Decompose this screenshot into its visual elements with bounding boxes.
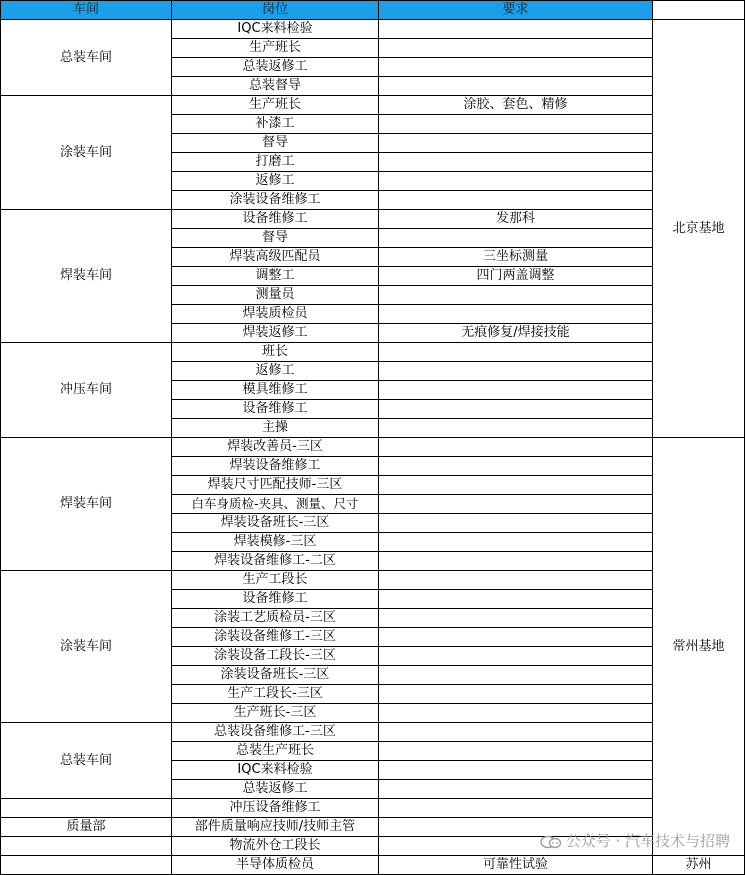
position-cell: 焊装设备维修工 — [172, 457, 379, 476]
watermark-text: 公众号 · 汽车技术与招聘 — [565, 832, 730, 850]
workshop-cell: 涂装车间 — [1, 571, 172, 723]
position-cell: 测量员 — [172, 286, 379, 305]
requirement-cell — [379, 115, 653, 134]
position-cell: 焊装设备维修工-二区 — [172, 552, 379, 571]
requirement-cell — [379, 685, 653, 704]
requirement-cell — [379, 438, 653, 457]
position-cell: 涂装设备工段长-三区 — [172, 647, 379, 666]
position-cell: 焊装返修工 — [172, 324, 379, 343]
position-cell: 焊装质检员 — [172, 305, 379, 324]
table-row — [1, 571, 745, 590]
header-requirement: 要求 — [379, 1, 653, 20]
requirement-cell: 发那科 — [379, 210, 653, 229]
requirement-cell — [379, 495, 653, 514]
position-cell: 生产班长-三区 — [172, 704, 379, 723]
header-position: 岗位 — [172, 1, 379, 20]
workshop-cell: 质量部 — [1, 818, 172, 837]
table-row — [1, 723, 745, 742]
base-cell-beijing: 北京基地 — [653, 20, 745, 438]
table-row — [1, 438, 745, 457]
position-cell: 模具维修工 — [172, 381, 379, 400]
position-cell: 焊装高级匹配员 — [172, 248, 379, 267]
requirement-cell — [379, 400, 653, 419]
requirement-cell — [379, 628, 653, 647]
requirement-cell — [379, 476, 653, 495]
requirement-cell — [379, 39, 653, 58]
requirement-cell: 三坐标测量 — [379, 248, 653, 267]
workshop-cell — [1, 799, 172, 818]
position-cell: 部件质量响应技师/技师主管 — [172, 818, 379, 837]
requirement-cell — [379, 514, 653, 533]
table-row — [1, 343, 745, 362]
position-cell: 生产工段长 — [172, 571, 379, 590]
requirement-cell — [379, 609, 653, 628]
position-cell: 总装返修工 — [172, 780, 379, 799]
position-cell: 返修工 — [172, 172, 379, 191]
workshop-cell: 焊装车间 — [1, 210, 172, 343]
workshop-cell — [1, 856, 172, 875]
requirement-cell — [379, 723, 653, 742]
workshop-cell: 焊装车间 — [1, 438, 172, 571]
requirement-cell — [379, 761, 653, 780]
position-cell: 设备维修工 — [172, 590, 379, 609]
requirement-cell — [379, 780, 653, 799]
requirement-cell — [379, 134, 653, 153]
position-cell: 总装生产班长 — [172, 742, 379, 761]
position-cell: 补漆工 — [172, 115, 379, 134]
position-cell: 班长 — [172, 343, 379, 362]
workshop-cell — [1, 837, 172, 856]
watermark — [540, 830, 730, 851]
position-cell: 督导 — [172, 134, 379, 153]
position-cell: 冲压设备维修工 — [172, 799, 379, 818]
requirement-cell — [379, 77, 653, 96]
base-cell-changzhou: 常州基地 — [653, 438, 745, 856]
requirement-cell — [379, 742, 653, 761]
requirement-cell — [379, 362, 653, 381]
wechat-icon — [540, 835, 562, 849]
requirement-cell — [379, 533, 653, 552]
requirement-cell — [379, 590, 653, 609]
position-cell: 焊装模修-三区 — [172, 533, 379, 552]
position-cell: 生产工段长-三区 — [172, 685, 379, 704]
position-cell: 焊装尺寸匹配技师-三区 — [172, 476, 379, 495]
position-cell: 设备维修工 — [172, 210, 379, 229]
workshop-cell: 总装车间 — [1, 723, 172, 799]
position-cell: 调整工 — [172, 267, 379, 286]
position-cell: IQC来料检验 — [172, 20, 379, 39]
table-row — [1, 20, 745, 39]
position-cell: 总装设备维修工-三区 — [172, 723, 379, 742]
requirement-cell — [379, 457, 653, 476]
position-cell: 涂装工艺质检员-三区 — [172, 609, 379, 628]
requirement-cell — [379, 666, 653, 685]
requirement-cell — [379, 647, 653, 666]
requirement-cell — [379, 704, 653, 723]
position-cell: 总装督导 — [172, 77, 379, 96]
position-cell: 生产班长 — [172, 96, 379, 115]
requirement-cell — [379, 172, 653, 191]
position-cell: 涂装设备班长-三区 — [172, 666, 379, 685]
position-cell: 打磨工 — [172, 153, 379, 172]
position-cell: 涂装设备维修工 — [172, 191, 379, 210]
header-workshop: 车间 — [1, 1, 172, 20]
requirement-cell — [379, 571, 653, 590]
requirement-cell — [379, 191, 653, 210]
header-base — [653, 1, 745, 20]
base-cell-suzhou: 苏州 — [653, 856, 745, 875]
position-cell: 涂装设备维修工-三区 — [172, 628, 379, 647]
position-cell: 半导体质检员 — [172, 856, 379, 875]
requirement-cell — [379, 286, 653, 305]
table-row — [1, 210, 745, 229]
position-cell: 物流外仓工段长 — [172, 837, 379, 856]
requirement-cell — [379, 153, 653, 172]
position-cell: 焊装设备班长-三区 — [172, 514, 379, 533]
workshop-cell: 总装车间 — [1, 20, 172, 96]
requirement-cell — [379, 381, 653, 400]
requirement-cell — [379, 799, 653, 818]
position-cell: 主操 — [172, 419, 379, 438]
requirement-cell — [379, 552, 653, 571]
table-row — [1, 96, 745, 115]
requirement-cell — [379, 305, 653, 324]
position-cell: 总装返修工 — [172, 58, 379, 77]
requirement-cell — [379, 58, 653, 77]
position-cell: 督导 — [172, 229, 379, 248]
position-cell: 生产班长 — [172, 39, 379, 58]
requirement-cell: 四门两盖调整 — [379, 267, 653, 286]
requirement-cell — [379, 343, 653, 362]
position-cell: 焊装改善员-三区 — [172, 438, 379, 457]
position-cell: 设备维修工 — [172, 400, 379, 419]
header-row — [1, 1, 745, 20]
workshop-cell: 涂装车间 — [1, 96, 172, 210]
requirement-cell — [379, 20, 653, 39]
requirement-cell: 无痕修复/焊接技能 — [379, 324, 653, 343]
position-cell: IQC来料检验 — [172, 761, 379, 780]
position-cell: 白车身质检-夹具、测量、尺寸 — [172, 495, 379, 514]
requirement-cell — [379, 229, 653, 248]
position-cell: 返修工 — [172, 362, 379, 381]
requirement-cell — [379, 419, 653, 438]
requirement-cell: 可靠性试验 — [379, 856, 653, 875]
table-row — [1, 856, 745, 875]
workshop-cell: 冲压车间 — [1, 343, 172, 438]
table-row — [1, 799, 745, 818]
requirement-cell: 涂胶、套色、精修 — [379, 96, 653, 115]
